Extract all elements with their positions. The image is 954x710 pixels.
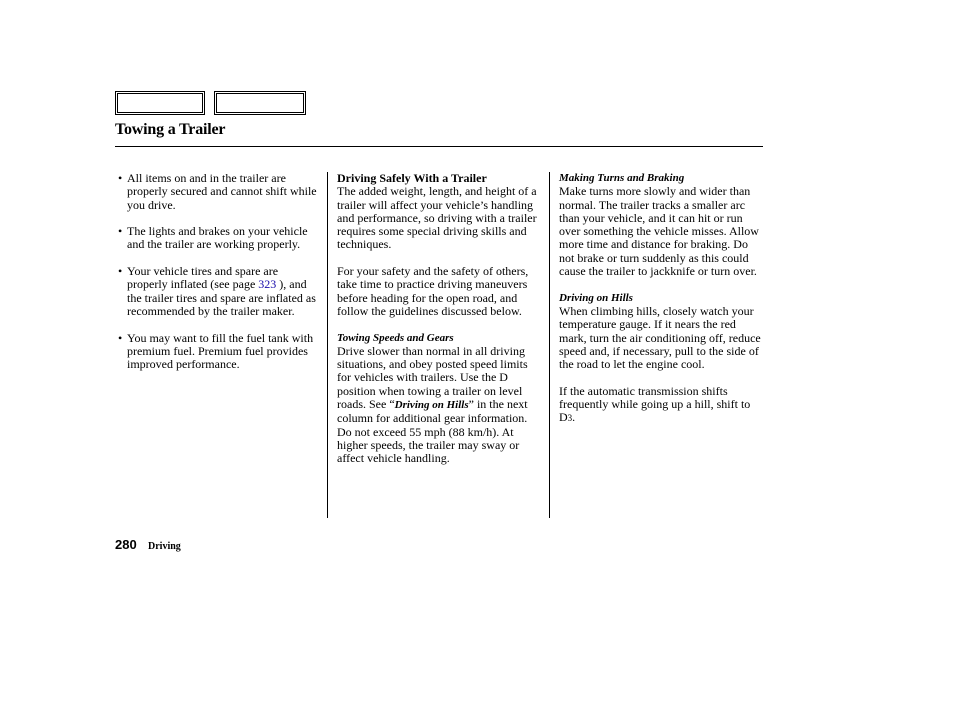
bullet-dot-icon: • bbox=[118, 171, 123, 185]
subheading: Towing Speeds and Gears bbox=[337, 331, 454, 344]
column-1 bbox=[118, 172, 320, 385]
paragraph: Make turns more slowly and wider than normal. The trailer tracks a smaller arc than your vehicle, and it can hit or run over something the vehicle misses. Allow more time and distance for braking. Do not brake or turn suddenly as this could cause the trailer to jackknife or turn over. bbox=[559, 184, 759, 279]
paragraph: When climbing hills, closely watch your temperature gauge. If it nears the red mark, turn the air conditioning off, reduce speed and, if necessary, pull to the side of the road to let the engine cool. bbox=[559, 303, 761, 372]
paragraph: Drive slower than normal in all driving situations, and obey posted speed limits for vehicles with trailers. Use the D position when towing a trailer on level roads. See “Driving on Hills” in the next column for additional gear information. Do not exceed 55 mph (88 km/h). At higher speeds, the trailer may sway or affect vehicle handling. bbox=[337, 343, 528, 466]
section-label: Driving bbox=[148, 541, 181, 552]
subheading: Making Turns and Braking bbox=[559, 172, 685, 184]
page-link[interactable]: 323 bbox=[258, 277, 277, 292]
column-3 bbox=[559, 172, 765, 439]
column-divider bbox=[327, 172, 328, 518]
title-divider bbox=[115, 146, 763, 147]
subheading: Driving on Hills bbox=[559, 291, 633, 304]
bullet-dot-icon: • bbox=[118, 264, 123, 279]
column-2 bbox=[337, 172, 543, 479]
bullet-dot-icon: • bbox=[118, 330, 123, 345]
paragraph: If the automatic transmission shifts frequently while going up a hill, shift to D3. bbox=[559, 383, 751, 425]
bullet-dot-icon: • bbox=[118, 224, 123, 239]
nav-box-1[interactable] bbox=[115, 91, 205, 115]
paragraph: The added weight, length, and height of a trailer will affect your vehicle’s handling and performance, so driving with a trailer requires some special driving skills and techniques. bbox=[337, 184, 537, 252]
bullet-text: All items on and in the trailer are properly secured and cannot shift while you drive. bbox=[127, 171, 317, 212]
cross-reference: Driving on Hills bbox=[394, 399, 469, 412]
page-number: 280 bbox=[115, 537, 137, 552]
paragraph: For your safety and the safety of others, take time to practice driving maneuvers before heading for the open road, and follow the guidelines discussed below. bbox=[337, 264, 529, 318]
bullet-text: Your vehicle tires and spare are properly inflated (see page 323 ), and the trailer tires and spare are inflated as recommended by the trailer maker. bbox=[127, 264, 316, 318]
column-divider bbox=[549, 172, 550, 518]
page-title: Towing a Trailer bbox=[115, 121, 226, 138]
section-heading: Driving Safely With a Trailer bbox=[337, 171, 487, 185]
bullet-item bbox=[118, 225, 320, 252]
bullet-text: You may want to fill the fuel tank with premium fuel. Premium fuel provides improved performance. bbox=[127, 330, 314, 372]
nav-box-2[interactable] bbox=[214, 91, 306, 115]
bullet-item bbox=[118, 172, 320, 212]
bullet-item bbox=[118, 332, 320, 372]
bullet-text: The lights and brakes on your vehicle and the trailer are working properly. bbox=[127, 224, 308, 252]
bullet-item bbox=[118, 265, 320, 318]
